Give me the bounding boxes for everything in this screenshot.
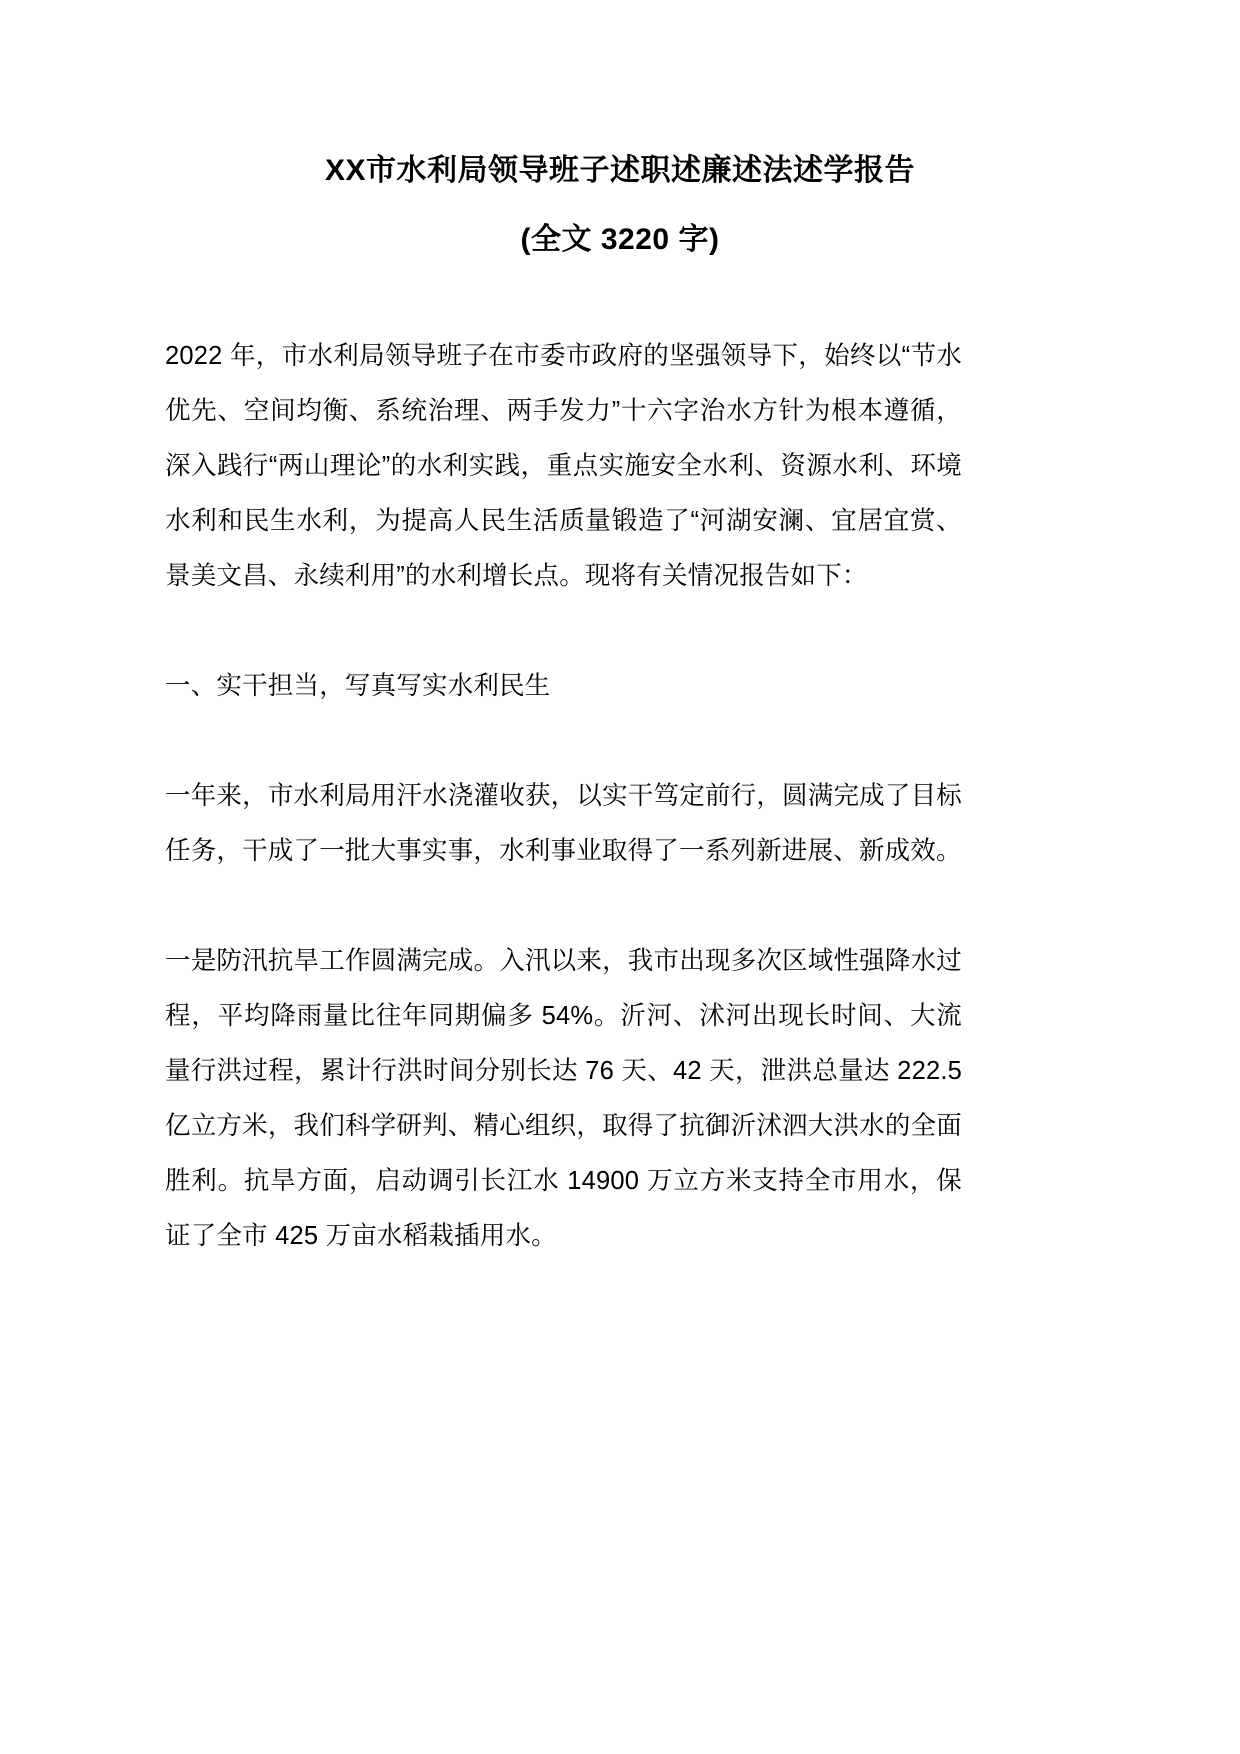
section-heading-1: 一、实干担当，写真写实水利民生 [165, 672, 551, 700]
paragraph-year-summary: 一年来，市水利局用汗水浇灌收获，以实干笃定前行，圆满完成了目标任务，干成了一批大事实事，水利事业取得了一系列新进展、新成效。 [165, 782, 962, 865]
document-body [0, 263, 1240, 1264]
paragraph-flood-drought: 一是防汛抗旱工作圆满完成。入汛以来，我市出现多次区域性强降水过程，平均降雨量比往年同期偏多 54%。沂河、沭河出现长时间、大流量行洪过程，累计行洪时间分别长达 76 天、42 天，泄洪总量达 222.5 亿立方米，我们科学研判、精心组织，取得了抗御沂沭泗大洪水的全面胜利。抗旱方面，启动调引长江水 14900 万立方米支持全市用水，保证了全市 425 万亩水稻栽插用水。 [165, 947, 962, 1250]
paragraph-intro: 2022 年，市水利局领导班子在市委市政府的坚强领导下，始终以“节水优先、空间均衡、系统治理、两手发力”十六字治水方针为根本遵循，深入践行“两山理论”的水利实践，重点实施安全水利、资源水利、环境水利和民生水利，为提高人民生活质量锻造了“河湖安澜、宜居宜赏、景美文昌、永续利用”的水利增长点。现将有关情况报告如下： [165, 342, 962, 590]
page-subtitle: (全文 3220 字) [520, 222, 720, 256]
page-title: XX市水利局领导班子述职述廉述法述学报告 [324, 154, 916, 187]
